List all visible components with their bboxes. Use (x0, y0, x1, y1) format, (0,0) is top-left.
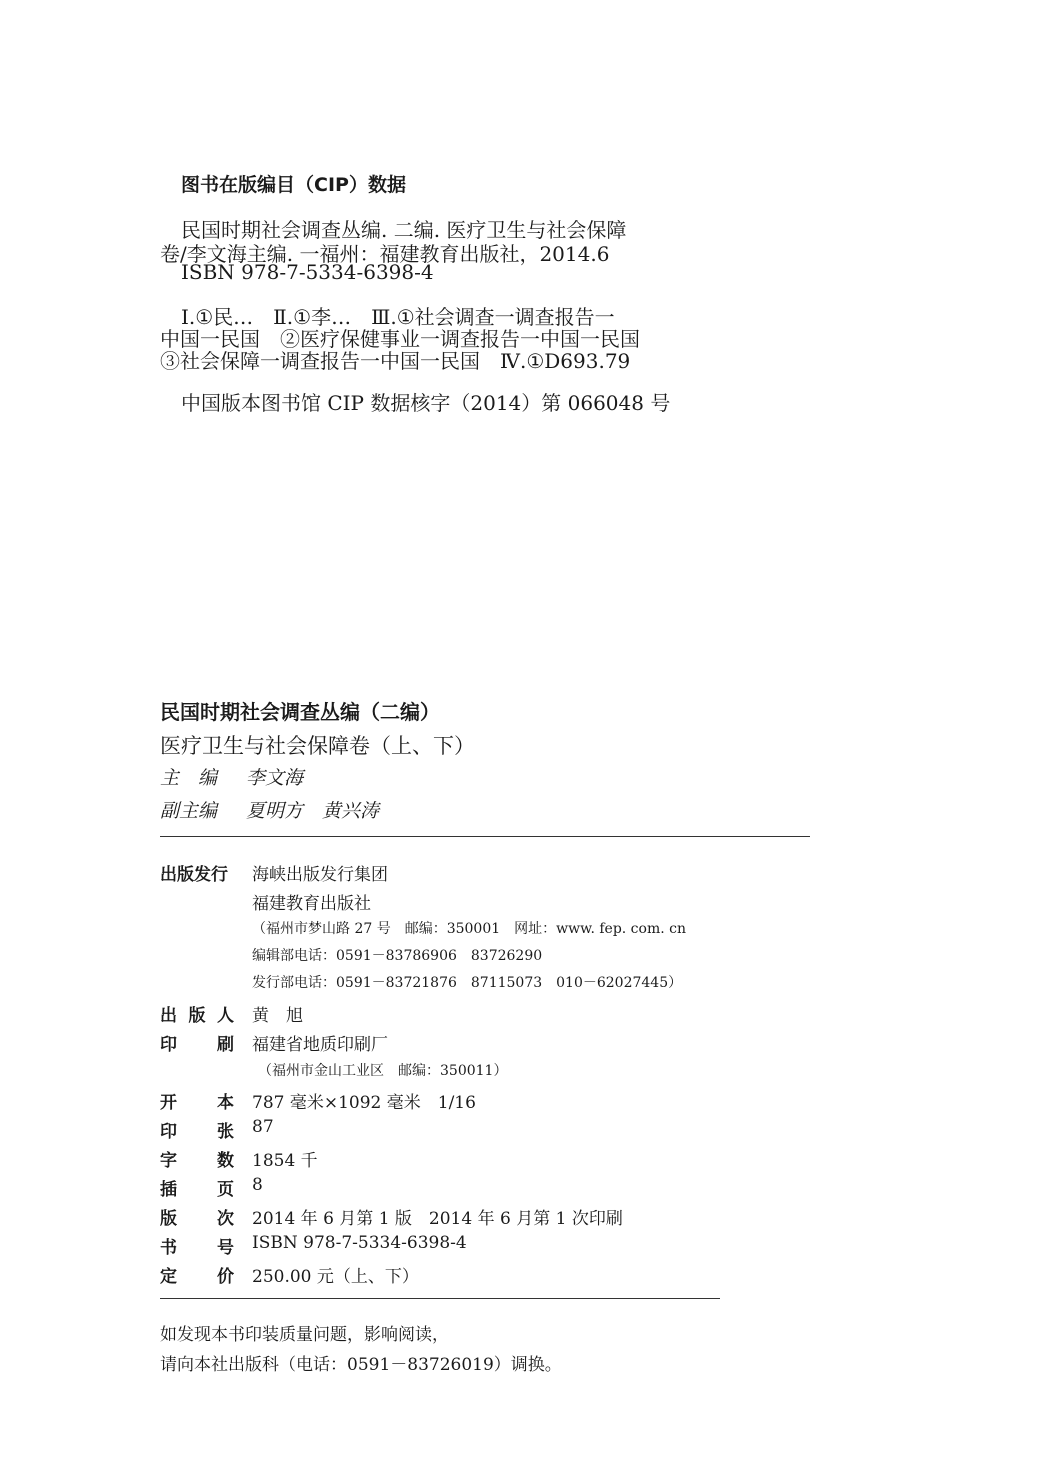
divider-top (160, 836, 810, 837)
edition: 2014 年 6 月第 1 版 2014 年 6 月第 1 次印刷 (252, 1209, 623, 1229)
cip-heading: 图书在版编目（CIP）数据 (181, 174, 406, 196)
deputy-credit (160, 796, 379, 823)
cip-line-5: 中国一民国 ②医疗保健事业一调查报告一中国一民国 (160, 327, 640, 351)
isbn: ISBN 978-7-5334-6398-4 (252, 1233, 467, 1253)
deputy-names: 夏明方 黄兴涛 (246, 800, 380, 822)
sheets-label: 印 张 (160, 1122, 234, 1142)
deputy-role: 副主编 (160, 800, 218, 822)
editor-role: 主 编 (160, 767, 218, 789)
printer-address: （福州市金山工业区 邮编：350011） (258, 1063, 508, 1079)
format: 787 毫米×1092 毫米 1/16 (252, 1093, 476, 1113)
editor-name: 李文海 (246, 767, 304, 789)
words-label: 字 数 (160, 1151, 234, 1171)
notice-line-1: 如发现本书印装质量问题，影响阅读， (160, 1325, 449, 1345)
isbn-label: 书 号 (160, 1238, 234, 1258)
cip-line-7: 中国版本图书馆 CIP 数据核字（2014）第 066048 号 (181, 391, 671, 415)
publisher-person-label: 出 版 人 (160, 1006, 234, 1026)
distribution-phone: 发行部电话：0591－83721876 87115073 010－62027445） (252, 975, 683, 991)
publisher-house: 福建教育出版社 (252, 894, 371, 914)
publisher-label: 出版发行 (160, 865, 228, 885)
printer-label: 印 刷 (160, 1035, 234, 1055)
volume-title: 医疗卫生与社会保障卷（上、下） (160, 734, 475, 758)
plates-label: 插 页 (160, 1180, 234, 1200)
publisher-person: 黄 旭 (252, 1006, 303, 1026)
editorial-phone: 编辑部电话：0591－83786906 83726290 (252, 948, 543, 964)
notice-line-2: 请向本社出版科（电话：0591－83726019）调换。 (160, 1355, 562, 1375)
cip-line-6: ③社会保障一调查报告一中国一民国 Ⅳ.①D693.79 (160, 349, 631, 373)
price: 250.00 元（上、下） (252, 1267, 419, 1287)
editor-credit (160, 763, 303, 790)
publisher-address: （福州市梦山路 27 号 邮编：350001 网址：www. fep. com. cn (252, 921, 686, 937)
cip-line-1: 民国时期社会调查丛编. 二编. 医疗卫生与社会保障 (181, 218, 627, 242)
cip-line-2: 卷/李文海主编. 一福州：福建教育出版社，2014.6 (160, 242, 610, 266)
edition-label: 版 次 (160, 1209, 234, 1229)
publisher-group: 海峡出版发行集团 (252, 865, 388, 885)
words: 1854 千 (252, 1151, 318, 1171)
printer: 福建省地质印刷厂 (252, 1035, 388, 1055)
format-label: 开 本 (160, 1093, 234, 1113)
price-label: 定 价 (160, 1267, 234, 1287)
sheets: 87 (252, 1117, 274, 1137)
cip-line-3: ISBN 978-7-5334-6398-4 (181, 260, 434, 284)
divider-bottom (160, 1298, 720, 1299)
plates: 8 (252, 1175, 263, 1195)
series-title: 民国时期社会调查丛编（二编） (160, 700, 440, 724)
cip-line-4: Ⅰ.①民… Ⅱ.①李… Ⅲ.①社会调查一调查报告一 (181, 305, 615, 329)
